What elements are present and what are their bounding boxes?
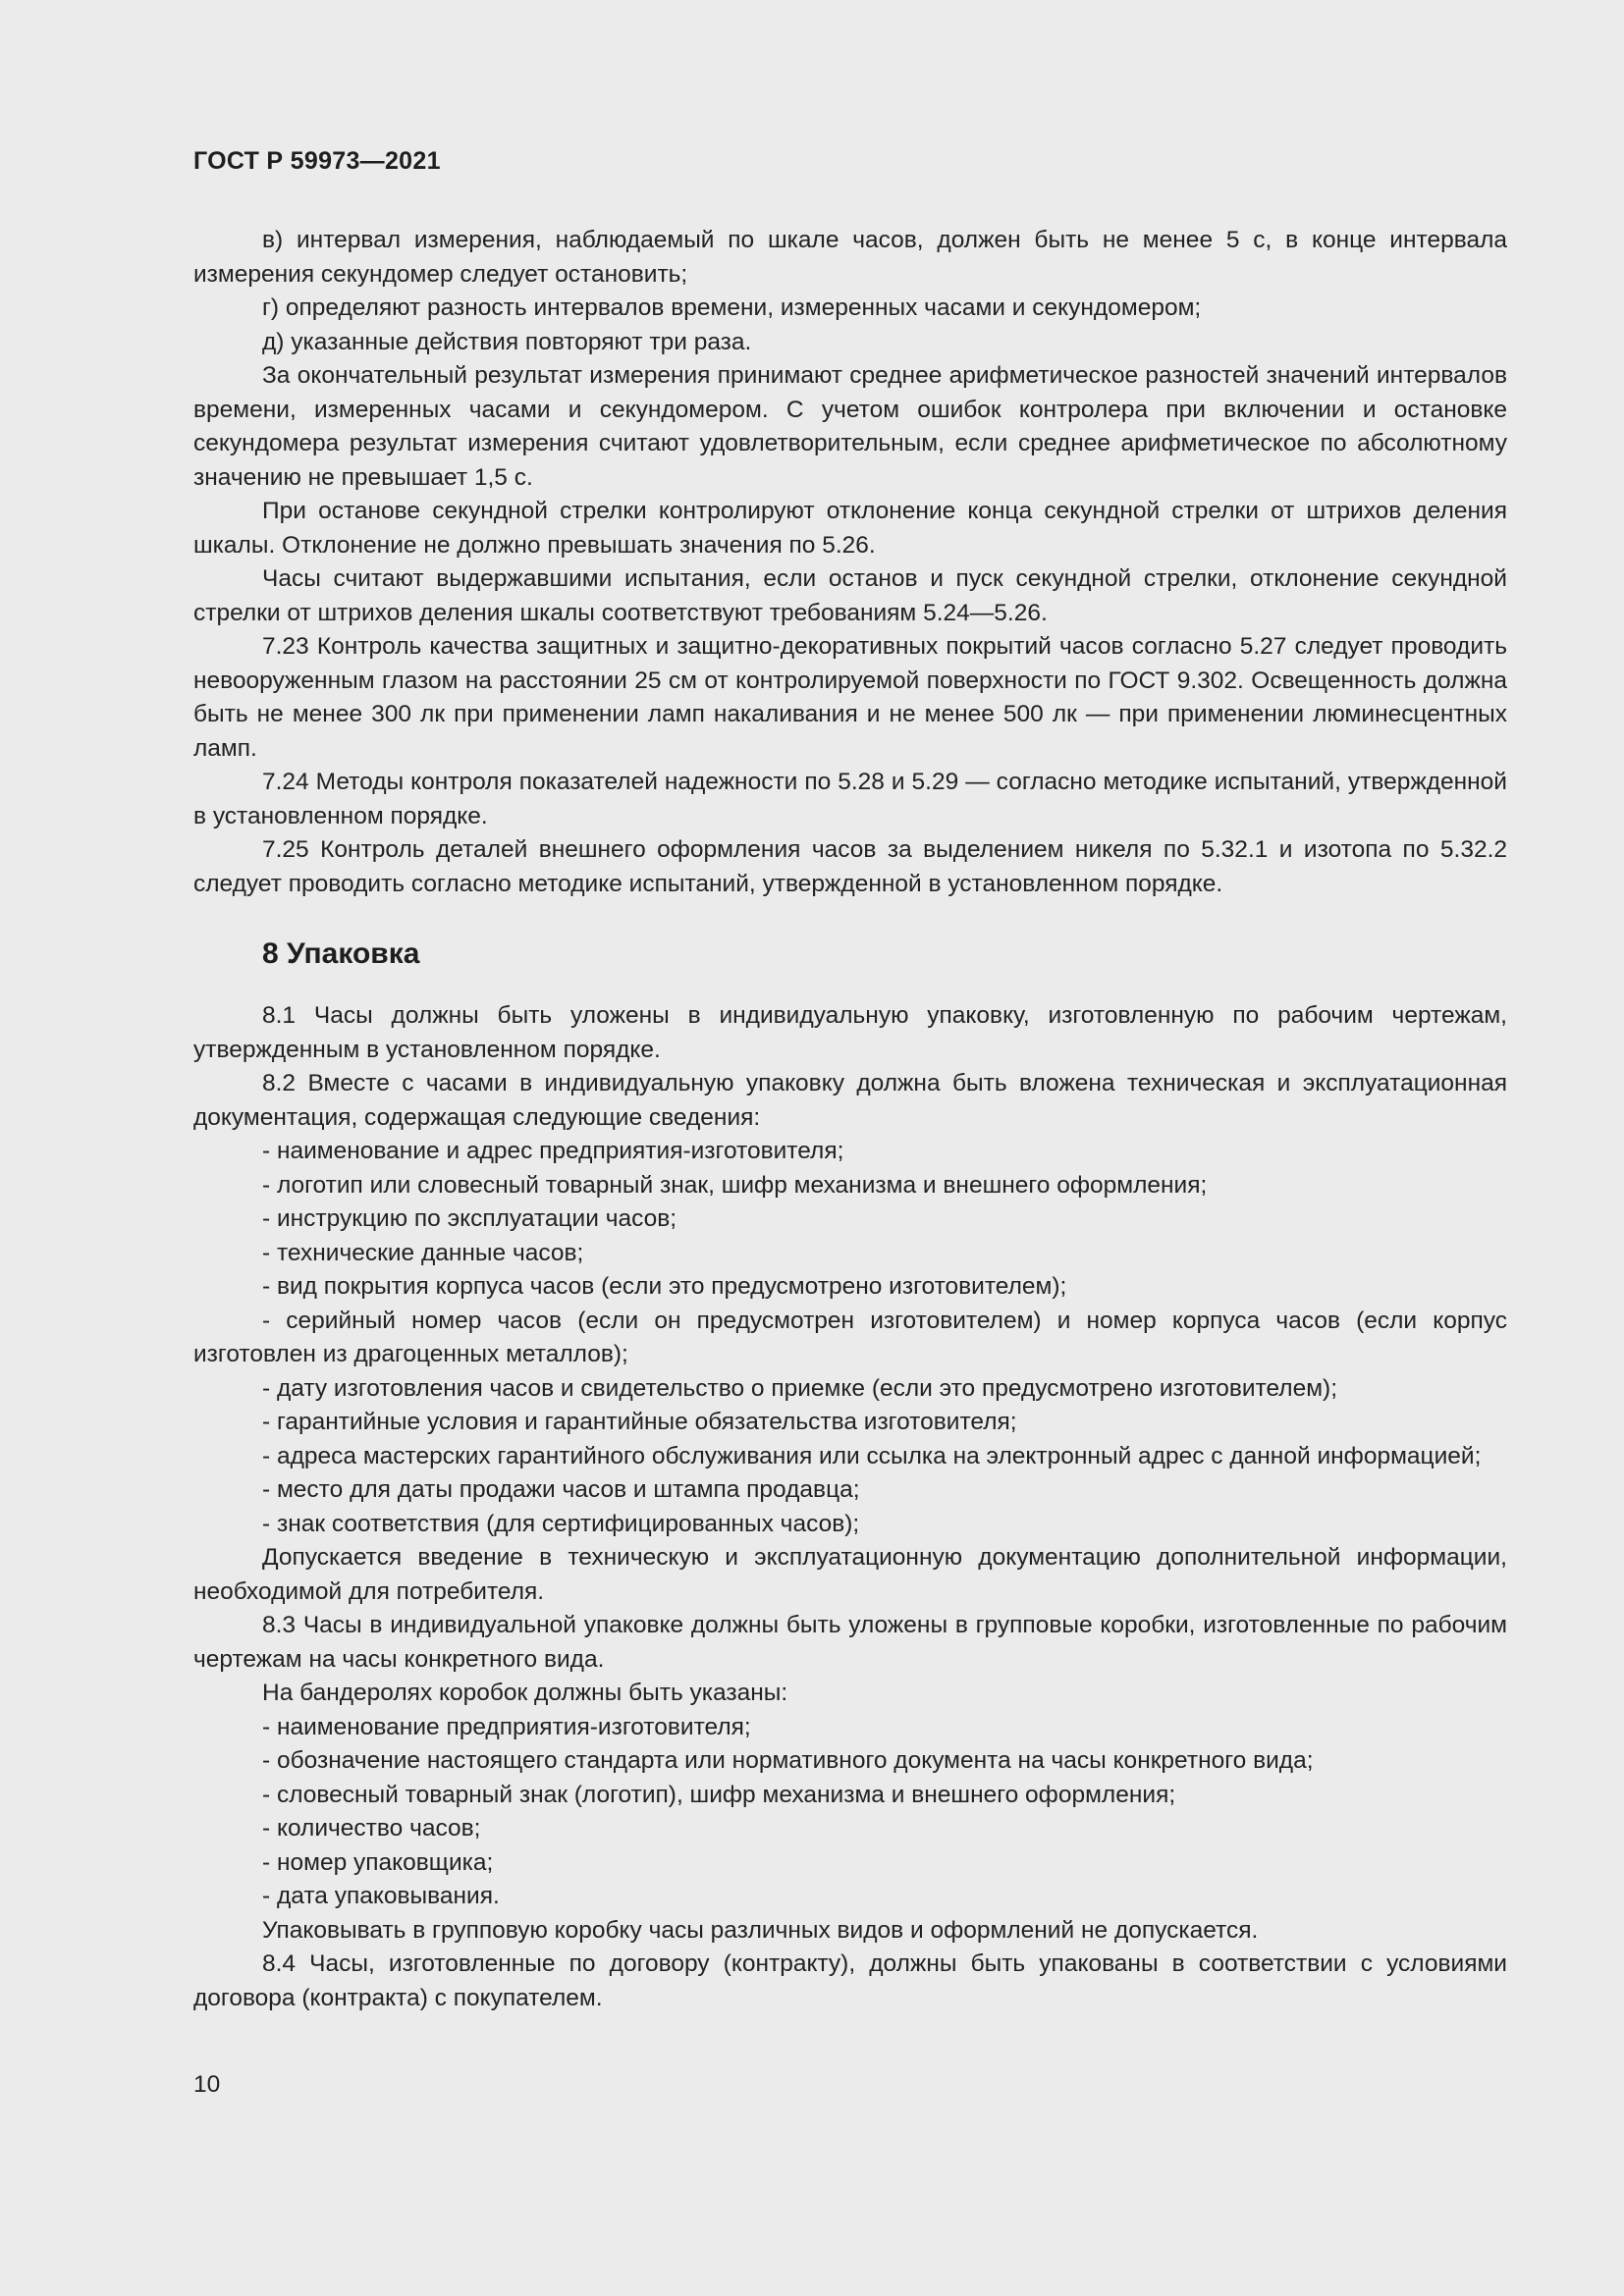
paragraph: 8.4 Часы, изготовленные по договору (контракту), должны быть упакованы в соответствии с условиями договора (контракта) с покупателем. xyxy=(193,1950,1507,2011)
paragraph: - дату изготовления часов и свидетельство о приемке (если это предусмотрено изготовителем); xyxy=(262,1374,1338,1402)
paragraph: - обозначение настоящего стандарта или нормативного документа на часы конкретного вида; xyxy=(262,1747,1314,1774)
paragraph: - дата упаковывания. xyxy=(262,1883,500,1909)
paragraph: 7.25 Контроль деталей внешнего оформления часов за выделением никеля по 5.32.1 и изотопа по 5.32.2 следует проводить согласно методике испытаний, утвержденной в установленном порядке. xyxy=(193,836,1507,897)
paragraph: 8.1 Часы должны быть уложены в индивидуальную упаковку, изготовленную по рабочим чертежам, утвержденным в установленном порядке. xyxy=(193,1002,1507,1063)
paragraph: - гарантийные условия и гарантийные обязательства изготовителя; xyxy=(262,1409,1017,1435)
paragraph: - логотип или словесный товарный знак, шифр механизма и внешнего оформления; xyxy=(262,1171,1208,1199)
paragraph: г) определяют разность интервалов времени, измеренных часами и секундомером; xyxy=(262,294,1202,321)
paragraph: - количество часов; xyxy=(262,1815,481,1842)
paragraph: - адреса мастерских гарантийного обслуживания или ссылка на электронный адрес с данной информацией; xyxy=(262,1442,1482,1469)
paragraph: 7.24 Методы контроля показателей надежности по 5.28 и 5.29 — согласно методике испытаний, утвержденной в установленном порядке. xyxy=(193,769,1507,829)
paragraph: 8.3 Часы в индивидуальной упаковке должны быть уложены в групповые коробки, изготовленные по рабочим чертежам на часы конкретного вида. xyxy=(193,1612,1507,1673)
paragraph: Допускается введение в техническую и эксплуатационную документацию дополнительной информации, необходимой для потребителя. xyxy=(193,1544,1507,1605)
paragraph: За окончательный результат измерения принимают среднее арифметическое разностей значений интервалов времени, измеренных часами и секундомером. С учетом ошибок контролера при включении и остановке секундомера результат измерения считают удовлетворительным, если среднее арифметическое по абсолютному значению не превышает 1,5 с. xyxy=(193,362,1507,491)
paragraph: Упаковывать в групповую коробку часы различных видов и оформлений не допускается. xyxy=(262,1916,1259,1944)
paragraph: - технические данные часов; xyxy=(262,1239,584,1266)
page-number: 10 xyxy=(193,2071,221,2098)
section-7-continuation xyxy=(193,224,1507,901)
paragraph: - наименование предприятия-изготовителя; xyxy=(262,1713,751,1740)
section-8-body xyxy=(193,999,1507,2015)
paragraph: д) указанные действия повторяют три раза. xyxy=(262,328,752,355)
paragraph: - номер упаковщика; xyxy=(262,1848,494,1876)
document-code: ГОСТ Р 59973—2021 xyxy=(193,147,441,175)
paragraph: - место для даты продажи часов и штампа продавца; xyxy=(262,1476,860,1503)
paragraph: в) интервал измерения, наблюдаемый по шкале часов, должен быть не менее 5 с, в конце интервала измерения секундомер следует остановить; xyxy=(193,227,1507,288)
document-body xyxy=(193,224,1507,2015)
paragraph: При останове секундной стрелки контролируют отклонение конца секундной стрелки от штрихов деления шкалы. Отклонение не должно превышать значения по 5.26. xyxy=(193,498,1507,559)
paragraph: - вид покрытия корпуса часов (если это предусмотрено изготовителем); xyxy=(262,1273,1067,1300)
paragraph: - инструкцию по эксплуатации часов; xyxy=(262,1205,677,1232)
paragraph: - наименование и адрес предприятия-изготовителя; xyxy=(262,1138,844,1164)
paragraph: На бандеролях коробок должны быть указаны: xyxy=(262,1680,788,1706)
paragraph: - знак соответствия (для сертифицированных часов); xyxy=(262,1510,860,1537)
paragraph: 7.23 Контроль качества защитных и защитно-декоративных покрытий часов согласно 5.27 следует проводить невооруженным глазом на расстоянии 25 см от контролируемой поверхности по ГОСТ 9.302. Освещенность должна быть не менее 300 лк при применении ламп накаливания и не менее 500 лк — при применении люминесцентных ламп. xyxy=(193,633,1507,762)
section-heading: 8 Упаковка xyxy=(262,937,420,970)
paragraph: 8.2 Вместе с часами в индивидуальную упаковку должна быть вложена техническая и эксплуатационная документация, содержащая следующие сведения: xyxy=(193,1070,1507,1131)
paragraph: - серийный номер часов (если он предусмотрен изготовителем) и номер корпуса часов (если корпус изготовлен из драгоценных металлов); xyxy=(193,1307,1507,1367)
paragraph: - словесный товарный знак (логотип), шифр механизма и внешнего оформления; xyxy=(262,1781,1176,1808)
paragraph: Часы считают выдержавшими испытания, если останов и пуск секундной стрелки, отклонение секундной стрелки от штрихов деления шкалы соответствуют требованиям 5.24—5.26. xyxy=(193,565,1507,626)
